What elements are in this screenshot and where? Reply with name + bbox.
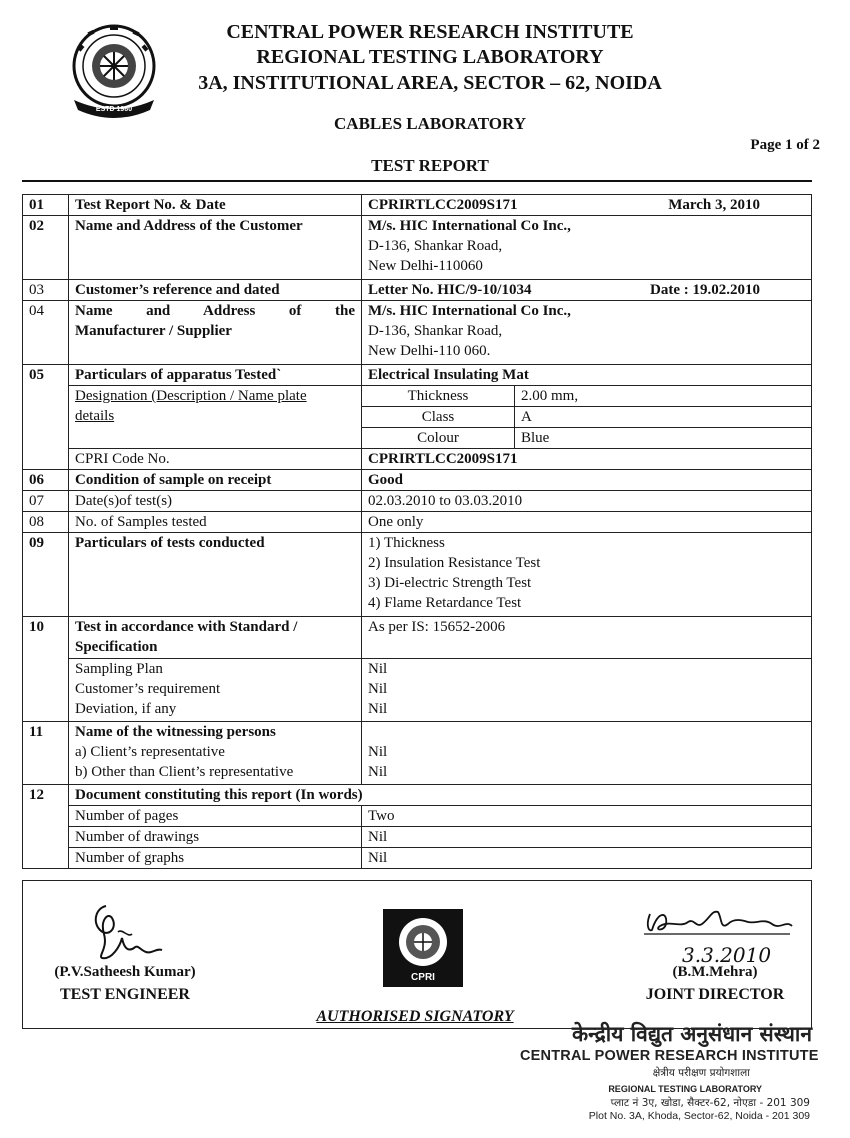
row-label: Date(s)of test(s) [69,491,362,512]
row-value [362,280,812,301]
row-02 [23,216,812,280]
row-number: 05 [23,365,69,386]
document-value: Two [362,806,812,827]
engineer-name: (P.V.Satheesh Kumar) [54,964,196,980]
stamp-hindi-name: केन्द्रीय विद्युत अनुसंधान संस्थान [572,1022,812,1046]
report-table [22,194,812,869]
document-label: Number of drawings [69,827,362,848]
test-item: 2) Insulation Resistance Test [368,555,541,571]
row-number: 02 [23,216,69,280]
engineer-role: TEST ENGINEER [60,986,190,1003]
row-05 [23,365,812,386]
test-item: 3) Di-electric Strength Test [368,575,532,591]
standard-value: As per IS: 15652-2006 [362,617,812,659]
row-number: 01 [23,195,69,216]
spec-value: 2.00 mm, [515,386,812,407]
report-number: CPRIRTLCC2009S171 [368,197,518,213]
row-label-line: Test in accordance with Standard / [75,619,298,635]
spec-cell [362,386,812,449]
detail-label: Sampling Plan [75,661,163,677]
row-label: Particulars of apparatus Tested` [69,365,362,386]
row-03 [23,280,812,301]
row-09 [23,533,812,617]
document-label: Number of pages [69,806,362,827]
manufacturer-address-line: New Delhi-110 060. [368,343,491,359]
row-number: 12 [23,785,69,806]
detail-value: Nil [368,701,388,717]
stamp-subtitle: REGIONAL TESTING LABORATORY [608,1084,762,1094]
org-title: CENTRAL POWER RESEARCH INSTITUTE [226,21,634,43]
row-12-pages [23,806,812,827]
spec-row [362,428,811,449]
row-11 [23,722,812,785]
witness-labels [69,722,362,785]
stamp-sub-hindi: क्षेत्रीय परीक्षण प्रयोगशाला [652,1067,750,1079]
detail-value: Nil [368,661,388,677]
row-01 [23,195,812,216]
director-name: (B.M.Mehra) [672,964,758,980]
row-label: Condition of sample on receipt [69,470,362,491]
witness-values [362,722,812,785]
spec-row [362,386,811,407]
row-label: No. of Samples tested [69,512,362,533]
engineer-signature [88,898,168,966]
report-date: March 3, 2010 [668,197,760,213]
witness-value: Nil [368,764,388,780]
row-08 [23,512,812,533]
tests-list [362,533,812,617]
row-number: 11 [23,722,69,785]
director-sign-date: 3.3.2010 [682,943,772,967]
spec-key: Colour [362,428,515,449]
row-value [362,195,812,216]
code-label: CPRI Code No. [69,449,362,470]
row-12-graphs [23,848,812,869]
spec-row [362,407,811,428]
document-value: Nil [362,848,812,869]
row-label-line: Manufacturer / Supplier [75,323,232,339]
row-06 [23,470,812,491]
detail-label: Customer’s requirement [75,681,221,697]
row-12-drawings [23,827,812,848]
spec-value: A [515,407,812,428]
row-label-line: Specification [75,639,158,655]
cpri-seal [382,908,464,988]
report-title: TEST REPORT [371,156,489,175]
designation-line: Designation (Description / Name plate [75,388,307,404]
row-value [362,301,812,365]
manufacturer-address-line: D-136, Shankar Road, [368,323,503,339]
apparatus-name: Electrical Insulating Mat [362,365,812,386]
row-number: 04 [23,301,69,365]
designation-line: details [75,408,115,424]
spec-table [362,386,811,448]
row-12 [23,785,812,806]
row-value [362,216,812,280]
spec-value: Blue [515,428,812,449]
row-label: Document constituting this report (In words) [69,785,812,806]
row-number: 03 [23,280,69,301]
row-label: Test Report No. & Date [69,195,362,216]
row-number: 07 [23,491,69,512]
row-label [69,301,362,365]
seal-text: CPRI [411,972,435,983]
row-value: One only [362,512,812,533]
row-number: 10 [23,617,69,659]
customer-reference: Letter No. HIC/9-10/1034 [368,282,532,298]
header-rule [22,180,812,182]
detail-label: Deviation, if any [75,701,177,717]
document-label: Number of graphs [69,848,362,869]
test-item: 4) Flame Retardance Test [368,595,522,611]
witness-label: a) Client’s representative [75,744,225,760]
authorised-signatory: AUTHORISED SIGNATORY [316,1008,514,1025]
row-number: 09 [23,533,69,617]
lab-name: CABLES LABORATORY [334,114,526,133]
row-10-details [23,659,812,722]
row-label-line: Name and Address of the [75,303,355,319]
director-signature [640,900,810,970]
stamp-address: Plot No. 3A, Khoda, Sector-62, Noida - 201 309 [588,1110,810,1122]
detail-labels [69,659,362,722]
row-04 [23,301,812,365]
detail-value: Nil [368,681,388,697]
row-label: Customer’s reference and dated [69,280,362,301]
stamp-name: CENTRAL POWER RESEARCH INSTITUTE [520,1048,819,1064]
customer-name: M/s. HIC International Co Inc., [368,218,571,234]
reference-date: Date : 19.02.2010 [650,282,760,298]
org-address: 3A, INSTITUTIONAL AREA, SECTOR – 62, NOIDA [198,72,662,94]
row-label [69,617,362,659]
director-role: JOINT DIRECTOR [645,986,785,1003]
test-item: 1) Thickness [368,535,445,551]
row-number: 08 [23,512,69,533]
row-value: 02.03.2010 to 03.03.2010 [362,491,812,512]
row-label: Particulars of tests conducted [69,533,362,617]
code-value: CPRIRTLCC2009S171 [362,449,812,470]
row-07 [23,491,812,512]
spec-key: Thickness [362,386,515,407]
witness-label: b) Other than Client’s representative [75,764,294,780]
stamp-address-hindi: प्लाट नं 3ए, खोडा, सैक्टर-62, नोएडा - 201 309 [610,1097,810,1109]
page-number: Page 1 of 2 [750,137,820,153]
cpri-emblem-logo [68,22,160,118]
customer-address-line: New Delhi-110060 [368,258,483,274]
designation-label [69,386,362,449]
document-value: Nil [362,827,812,848]
row-05-designation [23,386,812,449]
row-value: Good [362,470,812,491]
customer-address-line: D-136, Shankar Road, [368,238,503,254]
manufacturer-name: M/s. HIC International Co Inc., [368,303,571,319]
org-subtitle: REGIONAL TESTING LABORATORY [256,46,604,68]
row-number: 06 [23,470,69,491]
row-label: Name of the witnessing persons [75,724,276,740]
row-10 [23,617,812,659]
logo-text: ESTD 1960 [95,106,133,113]
row-05-code [23,449,812,470]
witness-value: Nil [368,744,388,760]
spec-key: Class [362,407,515,428]
row-label: Name and Address of the Customer [69,216,362,280]
detail-values [362,659,812,722]
